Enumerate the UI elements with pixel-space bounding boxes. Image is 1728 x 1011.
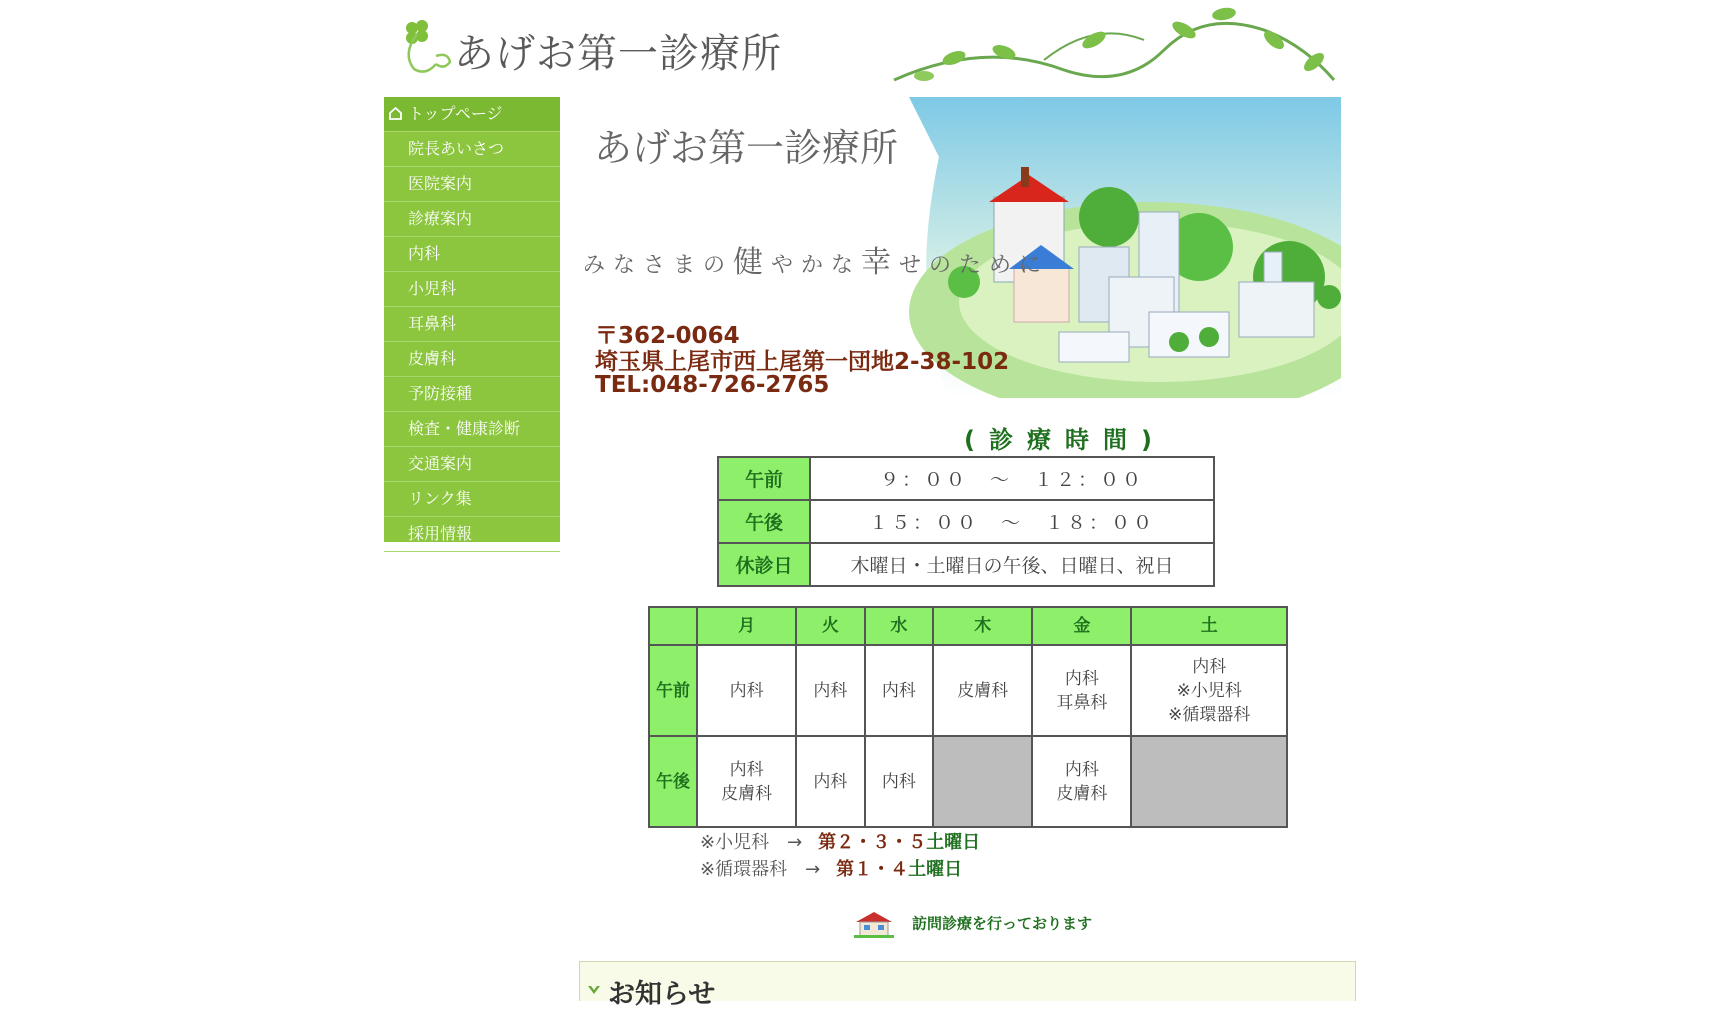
department-name: ※循環器科 bbox=[1168, 704, 1251, 725]
page bbox=[384, 0, 1350, 1010]
schedule-cell bbox=[865, 736, 934, 827]
nav-item-label: トップページ bbox=[408, 104, 503, 123]
department-name: 皮膚科 bbox=[1056, 783, 1108, 804]
schedule-cell bbox=[697, 645, 796, 736]
hours-row bbox=[718, 500, 1214, 543]
schedule-cell bbox=[1032, 736, 1131, 827]
schedule-cell bbox=[1131, 736, 1287, 827]
department-name: 内科 bbox=[813, 771, 848, 792]
schedule-cell bbox=[1131, 645, 1287, 736]
phone-number: TEL:048-726-2765 bbox=[595, 372, 830, 398]
hours-value: １５：００ ～ １８：００ bbox=[810, 500, 1214, 543]
hours-title: (診療時間) bbox=[964, 426, 1166, 454]
nav-item-9[interactable] bbox=[384, 412, 560, 447]
nav-item-label: 交通案内 bbox=[408, 454, 473, 473]
nav-item-5[interactable] bbox=[384, 272, 560, 307]
department-name: 皮膚科 bbox=[721, 783, 773, 804]
department-name: 内科 bbox=[729, 680, 764, 701]
nav-item-label: 内科 bbox=[408, 244, 441, 263]
banner-tagline: みなさまの健やかな幸せのために bbox=[583, 245, 1050, 280]
department-name: 内科 bbox=[729, 759, 764, 780]
weekly-schedule-table bbox=[648, 606, 1288, 828]
hours-value: 木曜日・土曜日の午後、日曜日、祝日 bbox=[810, 543, 1214, 586]
schedule-cell bbox=[1032, 645, 1131, 736]
nav-item-4[interactable] bbox=[384, 237, 560, 272]
address: 埼玉県上尾市西上尾第一団地2-38-102 bbox=[595, 349, 1010, 375]
chevron-down-icon bbox=[587, 983, 601, 997]
department-name: 内科 bbox=[813, 680, 848, 701]
nav-item-label: 予防接種 bbox=[408, 384, 473, 403]
site-header bbox=[384, 0, 1350, 84]
department-name: ※小児科 bbox=[1176, 680, 1242, 701]
nav-item-7[interactable] bbox=[384, 342, 560, 377]
nav-item-10[interactable] bbox=[384, 447, 560, 482]
weekly-am-row bbox=[649, 645, 1287, 736]
nav-item-3[interactable] bbox=[384, 202, 560, 237]
nav-item-label: 耳鼻科 bbox=[408, 314, 457, 333]
day-header: 金 bbox=[1032, 607, 1131, 645]
corner-cell bbox=[649, 607, 697, 645]
nav-item-label: 検査・健康診断 bbox=[408, 419, 521, 438]
department-name: 内科 bbox=[1064, 759, 1099, 780]
nav-item-0[interactable] bbox=[384, 97, 560, 132]
department-name: 皮膚科 bbox=[957, 680, 1009, 701]
nav-item-1[interactable] bbox=[384, 132, 560, 167]
note-pediatrics: ※小児科 → 第２・３・５土曜日 bbox=[700, 832, 981, 853]
schedule-cell bbox=[796, 736, 865, 827]
nav-item-label: 院長あいさつ bbox=[408, 139, 505, 158]
hero-banner bbox=[579, 97, 1341, 398]
clover-logo-icon bbox=[392, 14, 452, 78]
note-cardiology: ※循環器科 → 第１・４土曜日 bbox=[700, 859, 963, 880]
schedule-cell bbox=[865, 645, 934, 736]
session-label: 午前 bbox=[649, 645, 697, 736]
hours-label: 午前 bbox=[718, 457, 810, 500]
day-header: 火 bbox=[796, 607, 865, 645]
hours-label: 午後 bbox=[718, 500, 810, 543]
day-header: 月 bbox=[697, 607, 796, 645]
banner-title: あげお第一診療所 bbox=[594, 126, 899, 170]
weekly-header-row bbox=[649, 607, 1287, 645]
home-icon bbox=[389, 107, 402, 120]
postal-code: 〒362-0064 bbox=[595, 323, 740, 349]
day-header: 水 bbox=[865, 607, 934, 645]
home-visit-link[interactable]: 訪問診療を行っております bbox=[854, 910, 1092, 938]
department-name: 内科 bbox=[881, 680, 916, 701]
nav-item-label: 診療案内 bbox=[408, 209, 473, 228]
weekly-pm-row bbox=[649, 736, 1287, 827]
hours-table bbox=[717, 456, 1215, 587]
nav-item-8[interactable] bbox=[384, 377, 560, 412]
hours-value: ９：００ ～ １２：００ bbox=[810, 457, 1214, 500]
day-header: 木 bbox=[933, 607, 1032, 645]
schedule-cell bbox=[796, 645, 865, 736]
nav-item-label: リンク集 bbox=[408, 489, 472, 508]
nav-item-label: 採用情報 bbox=[408, 524, 473, 543]
nav-item-11[interactable] bbox=[384, 482, 560, 517]
hours-label: 休診日 bbox=[718, 543, 810, 586]
sidebar-nav bbox=[384, 97, 560, 542]
session-label: 午後 bbox=[649, 736, 697, 827]
day-header: 土 bbox=[1131, 607, 1287, 645]
nav-item-2[interactable] bbox=[384, 167, 560, 202]
nav-item-12[interactable] bbox=[384, 517, 560, 552]
department-name: 内科 bbox=[881, 771, 916, 792]
news-section bbox=[579, 961, 1356, 1010]
department-name: 耳鼻科 bbox=[1056, 692, 1108, 713]
schedule-cell bbox=[933, 645, 1032, 736]
vine-decoration bbox=[864, 0, 1350, 84]
nav-item-6[interactable] bbox=[384, 307, 560, 342]
department-name: 内科 bbox=[1192, 656, 1227, 677]
nav-item-label: 医院案内 bbox=[408, 174, 473, 193]
nav-item-label: 皮膚科 bbox=[408, 349, 457, 368]
site-logo-text[interactable]: あげお第一診療所 bbox=[454, 31, 782, 77]
hours-row bbox=[718, 543, 1214, 586]
news-title: お知らせ bbox=[608, 979, 716, 1010]
schedule-cell bbox=[697, 736, 796, 827]
nav-item-label: 小児科 bbox=[408, 279, 457, 298]
department-name: 内科 bbox=[1064, 668, 1099, 689]
hours-row bbox=[718, 457, 1214, 500]
schedule-cell bbox=[933, 736, 1032, 827]
house-icon bbox=[854, 910, 894, 938]
